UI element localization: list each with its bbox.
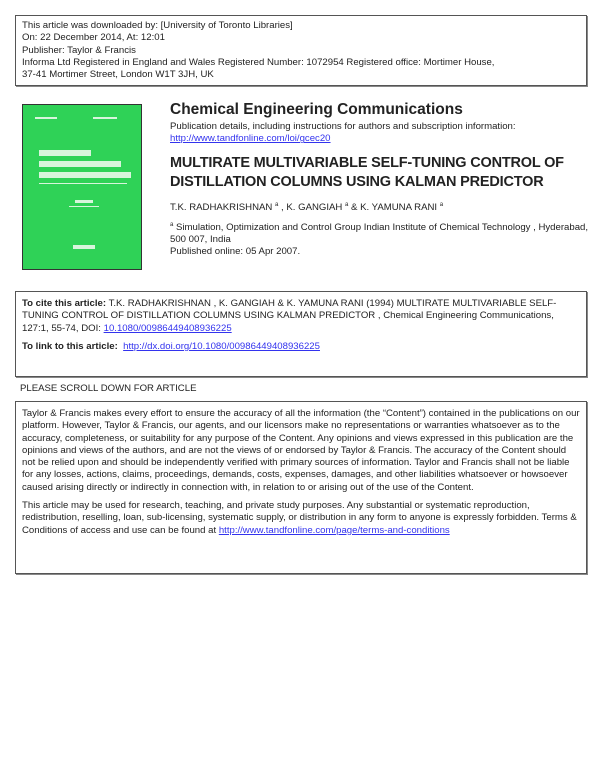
affiliation-marker: a <box>275 201 279 208</box>
article-title: MULTIRATE MULTIVARIABLE SELF-TUNING CONTROL OF DISTILLATION COLUMNS USING KALMAN PREDICTOR <box>170 154 564 190</box>
download-line: On: 22 December 2014, At: 12:01 <box>22 32 165 44</box>
affiliation <box>170 219 590 247</box>
author-list <box>170 199 590 214</box>
cite-text: T.K. RADHAKRISHNAN , K. GANGIAH & K. YAMUNA RANI (1994) MULTIRATE MULTIVARIABLE SELF-TUNING CONTROL OF DISTILLATION COLUMNS USING KALMAN PREDICTOR , Chemical Engineering Communications, 127:1, 55-74, DOI: <box>22 298 557 334</box>
affiliation-text: Simulation, Optimization and Control Group Indian Institute of Chemical Technology , Hyderabad, 500 007, India <box>170 221 589 246</box>
article-header <box>170 100 590 259</box>
cite-label: To cite this article: <box>22 298 107 309</box>
download-line: 37-41 Mortimer Street, London W1T 3JH, UK <box>22 69 214 81</box>
author-separator: , <box>278 201 287 213</box>
download-line: Informa Ltd Registered in England and Wales Registered Number: 1072954 Registered office: Mortimer House, <box>22 56 495 68</box>
scroll-notice: PLEASE SCROLL DOWN FOR ARTICLE <box>20 383 197 394</box>
affiliation-marker: a <box>345 201 349 208</box>
terms-link[interactable]: http://www.tandfonline.com/page/terms-and-conditions <box>218 524 450 536</box>
author-separator: & <box>348 201 361 213</box>
download-line: This article was downloaded by: [University of Toronto Libraries] <box>22 20 293 31</box>
affiliation-marker: a <box>170 221 174 228</box>
link-label: To link to this article: <box>22 340 118 352</box>
article-link[interactable]: http://dx.doi.org/10.1080/00986449408936225 <box>123 340 320 352</box>
citation-box <box>15 291 587 377</box>
publication-details: Publication details, including instructions for authors and subscription information: <box>170 121 516 132</box>
author-name[interactable]: K. YAMUNA RANI <box>360 201 438 213</box>
journal-cover-image <box>22 104 142 270</box>
disclaimer-box <box>15 401 587 574</box>
published-online: Published online: 05 Apr 2007. <box>170 246 301 258</box>
usage-paragraph: This article may be used for research, teaching, and private study purposes. Any substantial or systematic reproduction, redistribution, reselling, loan, sub-licensing, systematic supply, or distribution in any form to anyone is expressly forbidden. Terms & Conditions of access and use can be found at <box>22 500 577 536</box>
author-name[interactable]: K. GANGIAH <box>286 201 343 213</box>
download-line: Publisher: Taylor & Francis <box>22 44 136 56</box>
download-info-box <box>15 15 587 86</box>
affiliation-marker: a <box>439 201 444 208</box>
disclaimer-paragraph: Taylor & Francis makes every effort to ensure the accuracy of all the information (the “Content”) contained in the publications on our platform. However, Taylor & Francis, our agents, and our licensors make no representations or warranties whatsoever as to the accuracy, completeness, or suitability for any purpose of the Content. Any opinions and views expressed in this publication are the opinions and views of the authors, and are not the views of or endorsed by Taylor & Francis. The accuracy of the Content should not be relied upon and should be independently verified with primary sources of information. Taylor and Francis shall not be liable for any losses, actions, claims, proceedings, demands, costs, expenses, damages, and other liabilities whatsoever or howsoever caused arising directly or indirectly in connection with, in relation to or arising out of the use of the Content. <box>22 408 580 493</box>
journal-url-link[interactable]: http://www.tandfonline.com/loi/gcec20 <box>170 133 331 145</box>
journal-name: Chemical Engineering Communications <box>170 101 463 118</box>
author-name[interactable]: T.K. RADHAKRISHNAN <box>170 201 273 213</box>
doi-link[interactable]: 10.1080/00986449408936225 <box>103 322 232 334</box>
